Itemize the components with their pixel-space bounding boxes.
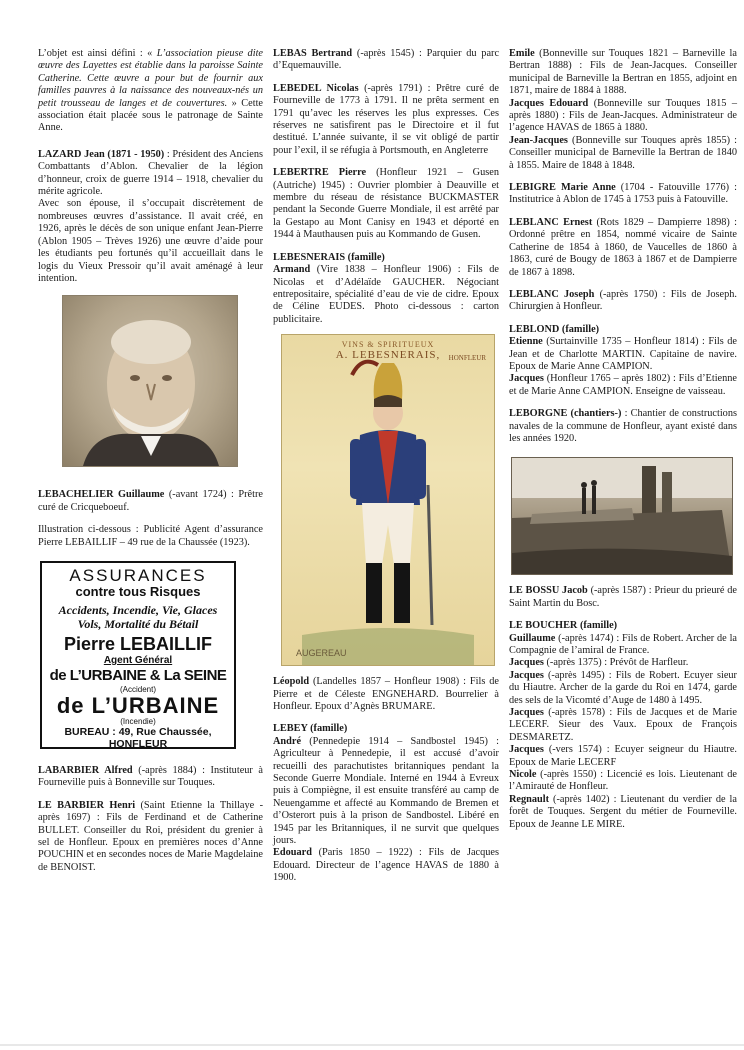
entry-jacques-4 bbox=[509, 744, 737, 769]
card-line: VINS & SPIRITUEUX bbox=[341, 340, 435, 350]
entry-lebigre bbox=[509, 182, 737, 207]
ad-line: (Incendie) bbox=[120, 716, 156, 726]
entry-text: Avec son épouse, il s’occupait discrètement de nombreuses œuvres d’assistance. Il avait créé, en 1926, après le décès de son unique enfant Jean-Pierre (Ablon 1905 – Trèves 1926) une œuvre d’aide pour les étudiants peu fortunés qu’il accueillait dans le logis du Vieux Pressoir qu’il avait aménagé à leur intention. bbox=[38, 198, 263, 284]
family-heading: LEBESNERAIS (famille) bbox=[273, 251, 385, 263]
entry-etienne bbox=[509, 336, 737, 373]
entry-text: (Honfleur 1765 – après 1802) : Fils d’Etienne et de Marie Anne CAMPION. Enseigne de vaisseau. bbox=[509, 373, 737, 397]
card-line: A. LEBESNERAIS, bbox=[335, 349, 441, 362]
entry-leblanc-joseph bbox=[509, 289, 737, 314]
entry-leborgne bbox=[509, 408, 737, 445]
entry-jacques-edouard bbox=[509, 98, 737, 135]
entry-leopold bbox=[273, 676, 499, 713]
entry-name: Emile bbox=[509, 48, 535, 59]
entry-name: André bbox=[273, 735, 302, 747]
intro-end: » Cette association était placée sous le patronage de Sainte Anne. bbox=[38, 97, 263, 134]
entry-text: (-vers 1574) : Ecuyer seigneur du Hiautre. Epoux de Marie LECERF bbox=[509, 744, 737, 768]
entry-text: (Vire 1838 – Honfleur 1906) : Fils de Nicolas et d’Adélaïde GAUCHER. Négociant entrepositaire, spécialité d’eau de vie de cidre. Epoux de Céline EUDES. Photo ci-dessous : carton publicitaire. bbox=[273, 264, 499, 325]
entry-text: (-avant 1724) : Prêtre curé de Cricqueboeuf. bbox=[38, 489, 263, 513]
entry-name: Jean-Jacques bbox=[509, 134, 568, 146]
ship-illustration bbox=[512, 458, 732, 574]
ad-line: Pierre LEBAILLIF bbox=[63, 633, 213, 654]
entry-text: (-après 1495) : Fils de Robert. Ecuyer sieur du Hiautre. Archer de la garde du Roi en 1474, garde des sels de la Vicomté d’Auge de 1480 à 1495. bbox=[509, 669, 737, 706]
entry-name: LEBERTRE Pierre bbox=[273, 167, 367, 179]
advertising-card bbox=[281, 334, 495, 666]
entry-text: (-après 1474) : Fils de Robert. Archer de la Compagnie de l’amiral de France. bbox=[509, 632, 737, 656]
entry-name: Jacques bbox=[509, 657, 544, 669]
entry-text: (Saint Etienne la Thillaye -après 1697) : Fils de Ferdinand et de Catherine BULLET. Conseiller du Roi, président du grenier à sel de Honfleur. Epoux en premières noces d’Anne POUCHIN et en secondes noces de Marie Magdelaine de BENOIST. bbox=[38, 799, 264, 873]
intro-quote: L’association pieuse dite œuvre des Layettes est établie dans la paroisse Sainte Catherine. Cette œuvre a pour but de fournir aux familles pauvres à la naissance des nouveaux-nés un petit trousseau de langes et de couvertures. bbox=[38, 48, 263, 109]
entry-name: Guillaume bbox=[509, 632, 556, 644]
ad-line: Agent Général bbox=[103, 654, 173, 666]
entry-name: LEBLANC Joseph bbox=[509, 288, 595, 300]
entry-text: (-après 1545) : Parquier du parc d’Equemauville. bbox=[273, 48, 500, 72]
entry-guillaume bbox=[509, 633, 737, 658]
entry-name: Etienne bbox=[509, 336, 543, 348]
entry-lazard-cont bbox=[38, 198, 263, 285]
intro-start: L’objet est ainsi défini : « bbox=[38, 48, 157, 59]
entry-jacques-1 bbox=[509, 657, 737, 669]
intro-paragraph bbox=[38, 48, 263, 135]
entry-text: (-après 1791) : Prêtre curé de Fourneville de 1773 à 1791. Il ne prêta serment en 1791 qu’avec les réserves les plus expresses. Ces réserves ne satisfirent pas le Directoire et il fut destitué. L’année suivante, il se vit obligé de partir pour l’exil, il se réfugia à Portsmouth, en Angleterre bbox=[273, 82, 499, 156]
entry-name: LABARBIER Alfred bbox=[38, 764, 133, 776]
entry-text: (-après 1587) : Prieur du prieuré de Saint Martin du Bosc. bbox=[509, 585, 737, 609]
entry-name: LE BARBIER Henri bbox=[38, 799, 136, 811]
entry-text: (Honfleur 1921 – Gusen (Autriche) 1945) : Ouvrier plombier à Deauville et membre du réseau de résistance BUCKMASTER pendant la Seconde Guerre Mondiale, il est arrêté par la Gestapo au Mont Canisy en 1943 et déporté en 1944 à Mauthausen puis au Kommando de Gusen. bbox=[273, 167, 499, 241]
entry-text: (Paris 1850 – 1922) : Fils de Jacques Edouard. Directeur de l’agence HAVAS de 1880 à 1900. bbox=[273, 847, 499, 884]
entry-name: LEBLANC Ernest bbox=[509, 216, 593, 228]
entry-name: LEBORGNE (chantiers-) bbox=[509, 408, 622, 420]
entry-emile bbox=[509, 48, 737, 98]
entry-name: LE BOSSU Jacob bbox=[509, 585, 588, 597]
bottom-rule bbox=[0, 1044, 744, 1046]
card-line: HONFLEUR bbox=[448, 354, 486, 363]
entry-text: (Bonneville sur Touques après 1855) : Conseiller municipal de Barneville la Bertran de 1840 à 1855. Maire de 1848 à 1848. bbox=[509, 134, 737, 171]
entry-nicole bbox=[509, 769, 737, 794]
column-middle bbox=[273, 48, 499, 895]
entry-lebedel bbox=[273, 83, 499, 157]
entry-name: LEBEDEL Nicolas bbox=[273, 82, 359, 94]
entry-jacques-3 bbox=[509, 707, 737, 744]
soldier-illustration bbox=[282, 335, 494, 665]
ad-line: BUREAU : 49, Rue Chaussée, HONFLEUR bbox=[64, 725, 212, 750]
entry-name: Jacques bbox=[509, 744, 544, 756]
entry-name: Nicole bbox=[509, 769, 537, 781]
entry-lebachelier bbox=[38, 489, 263, 514]
entry-text: (-après 1402) : Lieutenant du verdier de la forêt de Touques. Sergent du métier de Fourneville. Epoux de Jeanne LE MIRE. bbox=[509, 793, 737, 830]
entry-text: (-après 1750) : Fils de Joseph. Chirurgien à Honfleur. bbox=[509, 288, 737, 313]
column-left bbox=[38, 48, 263, 884]
card-caption: AUGEREAU bbox=[296, 647, 347, 658]
entry-leblanc-ernest bbox=[509, 217, 737, 279]
entry-armand bbox=[273, 264, 499, 326]
entry-name: Jacques bbox=[509, 707, 544, 719]
insurance-advertisement bbox=[40, 561, 236, 749]
entry-name: Regnault bbox=[509, 793, 550, 805]
entry-andre bbox=[273, 736, 499, 848]
entry-name: Armand bbox=[273, 264, 311, 276]
shipyard-photo bbox=[511, 457, 733, 575]
entry-text: (1704 - Fatouville 1776) : Institutrice à Ablon de 1745 à 1753 puis à Fatouville. bbox=[509, 182, 737, 206]
entry-text: : Président des Anciens Combattants d’Ablon. Chevalier de la légion d’honneur, croix de guerre 1914 – 1918, chevalier du mérite agricole. bbox=[38, 148, 263, 198]
entry-text: (-après 1884) : Instituteur à Fourneville puis à Bonneville sur Touques. bbox=[38, 764, 264, 789]
entry-lebarbier bbox=[38, 800, 263, 874]
ad-line: Vols, Mortalité du Bétail bbox=[77, 616, 199, 631]
entry-text: (Bonneville sur Touques 1821 – Barneville la Bertran 1888) : Fils de Jean-Jacques. Conseiller municipal de Barneville la Bertran en 1855, adjoint en 1871, maire de 1884 à 1888. bbox=[509, 48, 737, 97]
entry-labarbier bbox=[38, 765, 263, 790]
heading-leblond bbox=[509, 324, 737, 336]
heading-lebey bbox=[273, 723, 499, 735]
entry-text: (Landelles 1857 – Honfleur 1908) : Fils de Pierre et de Céleste ENGNEHARD. Bourrelier à Honfleur. Epoux d’Agnès BRUMARE. bbox=[273, 676, 499, 712]
entry-name: LAZARD Jean (1871 - 1950) bbox=[38, 148, 165, 160]
ad-line: de L’URBAINE bbox=[56, 692, 220, 718]
entry-name: LEBAS Bertrand bbox=[273, 48, 353, 59]
entry-lazard bbox=[38, 149, 263, 199]
portrait-illustration bbox=[63, 296, 237, 466]
entry-regnault bbox=[509, 794, 737, 831]
entry-text: (Rots 1829 – Dampierre 1898) : Ordonné prêtre en 1854, nommé vicaire de Sainte Catherine de 1854 à 1860, de Vaucelles de 1860 à 1863, curé de Bougy de 1863 à 1867 et de Dampierre de 1867 à 1898. bbox=[509, 216, 737, 278]
entry-lebertre bbox=[273, 167, 499, 241]
caption-text: Illustration ci-dessous : Publicité Agent d’assurance Pierre LEBAILLIF – 49 rue de la Chaussée (1923). bbox=[38, 524, 263, 548]
entry-text: (-après 1375) : Prévôt de Harfleur. bbox=[543, 657, 689, 669]
heading-lebesnerais bbox=[273, 252, 499, 264]
entry-name: LEBIGRE Marie Anne bbox=[509, 182, 616, 194]
entry-jacques-2 bbox=[509, 670, 737, 707]
ad-line: de L’URBAINE & La SEINE bbox=[49, 666, 227, 684]
entry-name: Jacques bbox=[509, 373, 544, 385]
column-right bbox=[509, 48, 737, 831]
entry-lebas bbox=[273, 48, 499, 73]
entry-name: Edouard bbox=[273, 847, 312, 859]
portrait-photo bbox=[62, 295, 238, 467]
entry-text: : Chantier de constructions navales de la commune de Honfleur, ayant existé dans les années 1920. bbox=[509, 408, 737, 444]
family-heading: LEBEY (famille) bbox=[273, 723, 348, 735]
ad-line: contre tous Risques bbox=[75, 583, 201, 599]
entry-name: Jacques bbox=[509, 669, 544, 681]
ad-line: Accidents, Incendie, Vie, Glaces bbox=[58, 602, 218, 617]
entry-text: (Surtainville 1735 – Honfleur 1814) : Fils de Jean et de Charlotte MARTIN. Capitaine de navire. Epoux de Marie Anne CAMPION. bbox=[509, 336, 737, 372]
entry-text: (Pennedepie 1914 – Sandbostel 1945) : Agriculteur à Pennedepie, il est accusé d’avoir recueilli des parachutistes britanniques pendant la Seconde Guerre Mondiale. Interné en 1944 à Evreux puis à Compiègne, il est ensuite transféré au camp de Neuengamme et affecté au Kommando de Bremen et d’Osterort puis à la prison de Sandbostel. Libéré en 1945 par les Britanniques, il ne survit que quelques jours. bbox=[273, 735, 499, 846]
family-heading: LE BOUCHER (famille) bbox=[509, 620, 618, 632]
entry-text: (Bonneville sur Touques 1815 – après 1880) : Fils de Jean-Jacques. Administrateur de l’agence HAVAS de 1865 à 1880. bbox=[509, 97, 737, 134]
entry-text: (-après 1578) : Fils de Jacques et de Marie LECERF. Sieur des Vaux. Epoux de François DESMARETZ. bbox=[509, 707, 737, 743]
entry-name: LEBACHELIER Guillaume bbox=[38, 489, 165, 501]
entry-name: Léopold bbox=[273, 676, 310, 688]
entry-lebossu bbox=[509, 585, 737, 610]
ad-line: (Accident) bbox=[119, 684, 156, 694]
ad-line: ASSURANCES bbox=[69, 565, 207, 585]
entry-text: (-après 1550) : Licencié es lois. Lieutenant de l’Amirauté de Honfleur. bbox=[509, 769, 737, 793]
entry-jean-jacques bbox=[509, 135, 737, 172]
illustration-caption bbox=[38, 524, 263, 549]
family-heading: LEBLOND (famille) bbox=[509, 323, 600, 335]
entry-name: Jacques Edouard bbox=[509, 97, 589, 109]
heading-leboucher bbox=[509, 620, 737, 632]
entry-jacques-leblond bbox=[509, 373, 737, 398]
entry-edouard bbox=[273, 847, 499, 884]
